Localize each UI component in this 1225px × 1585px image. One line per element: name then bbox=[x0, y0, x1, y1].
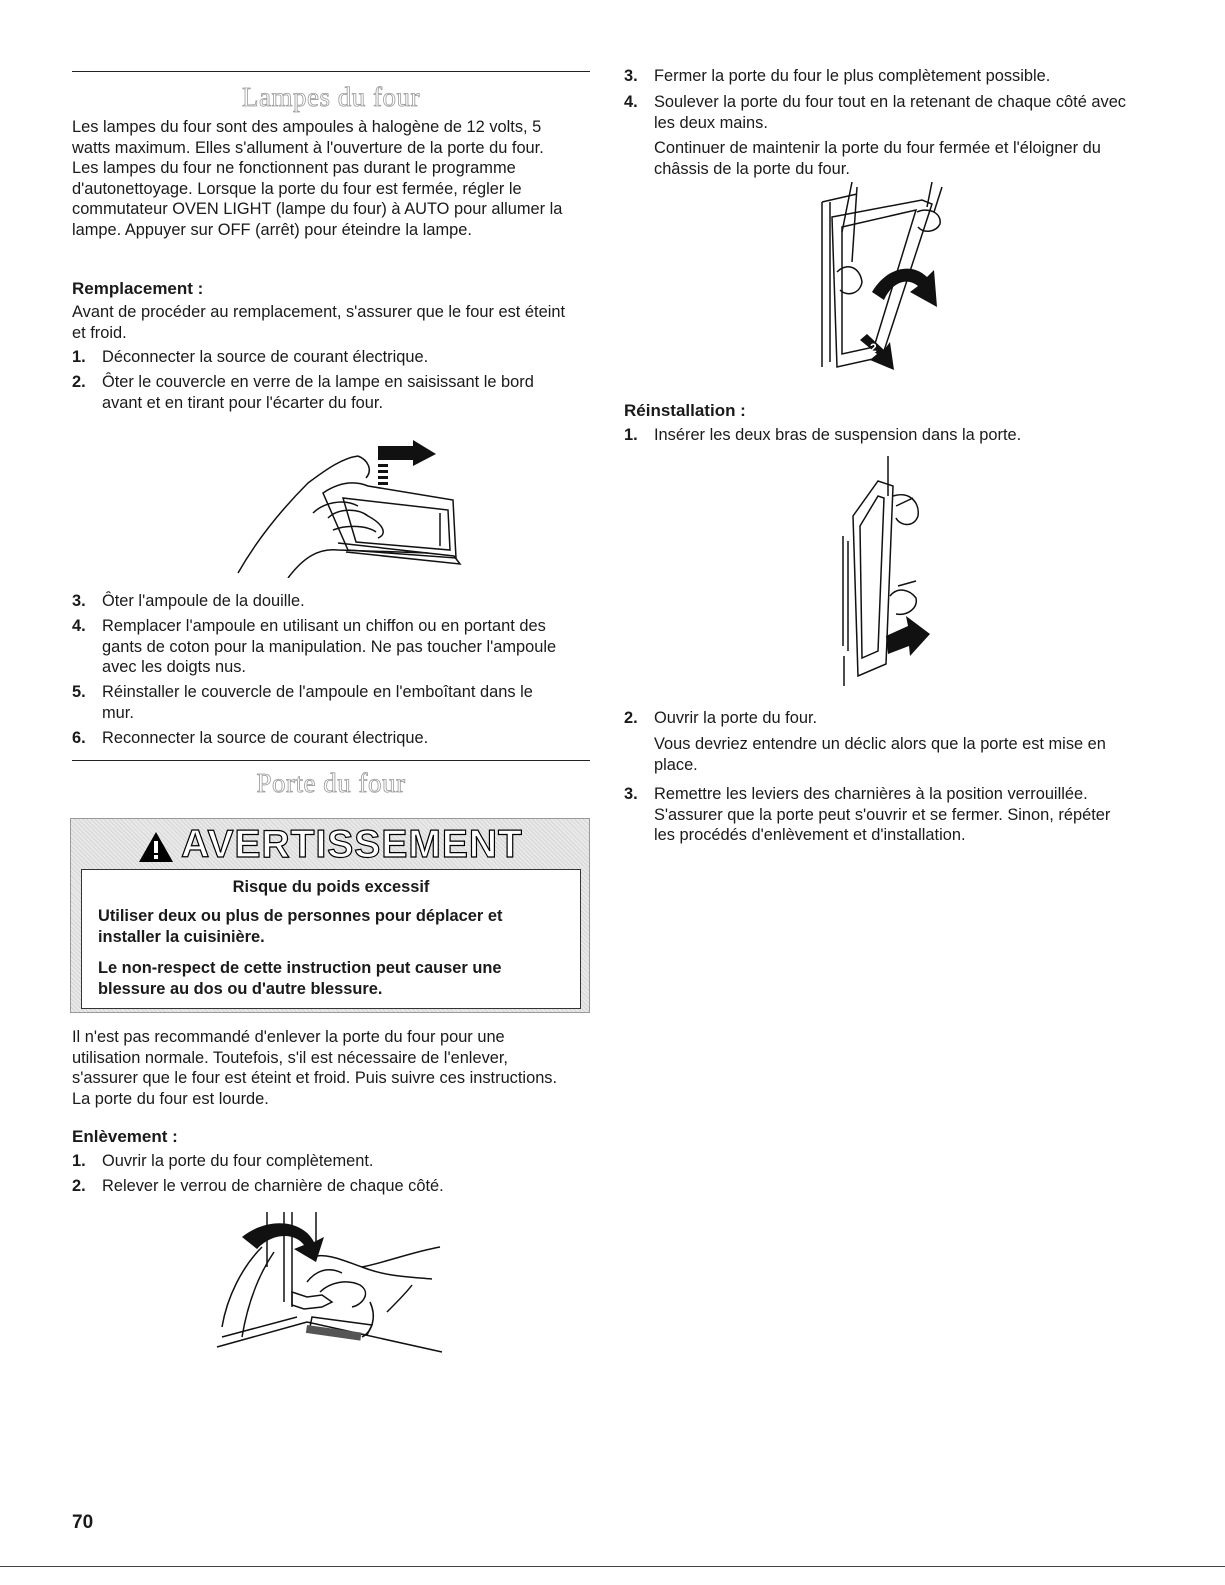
arrow-label-2: 2 bbox=[870, 341, 877, 355]
step-number: 1. bbox=[72, 1152, 86, 1170]
lampes-intro: Les lampes du four sont des ampoules à halogène de 12 volts, 5 watts maximum. Elles s'allument à l'ouverture de la porte du four. Les lampes du four ne fonctionnent pas durant le programme d'autonettoyage. Lorsque la porte du four est fermée, régler le commutateur OVEN LIGHT (lampe du four) à AUTO pour allumer la lampe. Appuyer sur OFF (arrêt) pour éteindre la lampe. bbox=[72, 118, 563, 239]
step-text: Ôter l'ampoule de la douille. bbox=[102, 592, 305, 610]
door-removal-illustration bbox=[812, 182, 962, 377]
step-text: Ôter le couvercle en verre de la lampe en saisissant le bord avant et en tirant pour l'écarter du four. bbox=[102, 373, 534, 412]
reinstall-note: Vous devriez entendre un déclic alors que la porte est mise en place. bbox=[654, 735, 1106, 774]
step-text: Déconnecter la source de courant électrique. bbox=[102, 348, 429, 366]
warning-body bbox=[81, 869, 581, 1009]
step-number: 3. bbox=[72, 592, 86, 610]
hinge-lock-illustration bbox=[212, 1207, 452, 1357]
step-number: 1. bbox=[72, 348, 86, 366]
step-number: 4. bbox=[72, 617, 86, 635]
step-number: 5. bbox=[72, 683, 86, 701]
remplacement-intro: Avant de procéder au remplacement, s'assurer que le four est éteint et froid. bbox=[72, 303, 565, 342]
step-number: 2. bbox=[72, 1177, 86, 1195]
warning-box bbox=[70, 818, 590, 1013]
step-text: Soulever la porte du four tout en la retenant de chaque côté avec les deux mains. bbox=[654, 93, 1127, 132]
step-text: Relever le verrou de charnière de chaque côté. bbox=[102, 1177, 444, 1195]
step-number: 2. bbox=[624, 709, 638, 727]
step-number: 3. bbox=[624, 785, 638, 803]
page-bottom-edge bbox=[0, 1566, 1225, 1567]
section-rule-porte bbox=[72, 760, 590, 761]
section-title-porte: Porte du four bbox=[256, 768, 406, 798]
step-text: Fermer la porte du four le plus complètement possible. bbox=[654, 67, 1051, 85]
heading-enlevement: Enlèvement : bbox=[72, 1127, 178, 1146]
step-text: Remettre les leviers des charnières à la position verrouillée. S'assurer que la porte peut s'ouvrir et se fermer. Sinon, répéter les procédés d'enlèvement et d'installation. bbox=[654, 785, 1111, 844]
section-rule-top bbox=[72, 71, 590, 72]
step-number: 3. bbox=[624, 67, 638, 85]
warning-line-2: Le non-respect de cette instruction peut causer une blessure au dos ou d'autre blessure. bbox=[98, 959, 502, 998]
warning-line-1: Utiliser deux ou plus de personnes pour déplacer et installer la cuisinière. bbox=[98, 907, 503, 946]
removal-note: Continuer de maintenir la porte du four fermée et l'éloigner du châssis de la porte du four. bbox=[654, 139, 1101, 178]
lamp-cover-illustration bbox=[228, 438, 478, 578]
step-text: Insérer les deux bras de suspension dans la porte. bbox=[654, 426, 1022, 444]
section-title-lampes: Lampes du four bbox=[242, 82, 420, 112]
arrow-label-1: 1 bbox=[923, 312, 931, 327]
heading-remplacement: Remplacement : bbox=[72, 279, 204, 298]
step-text: Ouvrir la porte du four. bbox=[654, 709, 818, 727]
door-reinstall-illustration bbox=[838, 456, 948, 694]
step-text: Reconnecter la source de courant électrique. bbox=[102, 729, 429, 747]
warning-risk: Risque du poids excessif bbox=[232, 878, 430, 896]
step-number: 2. bbox=[72, 373, 86, 391]
warning-title-text: AVERTISSEMENT bbox=[181, 823, 523, 866]
step-text: Ouvrir la porte du four complètement. bbox=[102, 1152, 374, 1170]
step-number: 4. bbox=[624, 93, 638, 111]
step-text: Réinstaller le couvercle de l'ampoule en l'emboîtant dans le mur. bbox=[102, 683, 533, 722]
step-number: 1. bbox=[624, 426, 638, 444]
step-number: 6. bbox=[72, 729, 86, 747]
page-number: 70 bbox=[72, 1512, 94, 1533]
heading-reinstallation: Réinstallation : bbox=[624, 401, 746, 420]
warning-triangle-icon bbox=[137, 830, 175, 864]
step-text: Remplacer l'ampoule en utilisant un chiffon ou en portant des gants de coton pour la manipulation. Ne pas toucher l'ampoule avec les doigts nus. bbox=[102, 617, 557, 676]
door-intro: Il n'est pas recommandé d'enlever la porte du four pour une utilisation normale. Toutefois, s'il est nécessaire de l'enlever, s'assurer que le four est éteint et froid. Puis suivre ces instructions. La porte du four est lourde. bbox=[72, 1028, 558, 1108]
warning-title bbox=[71, 823, 589, 867]
